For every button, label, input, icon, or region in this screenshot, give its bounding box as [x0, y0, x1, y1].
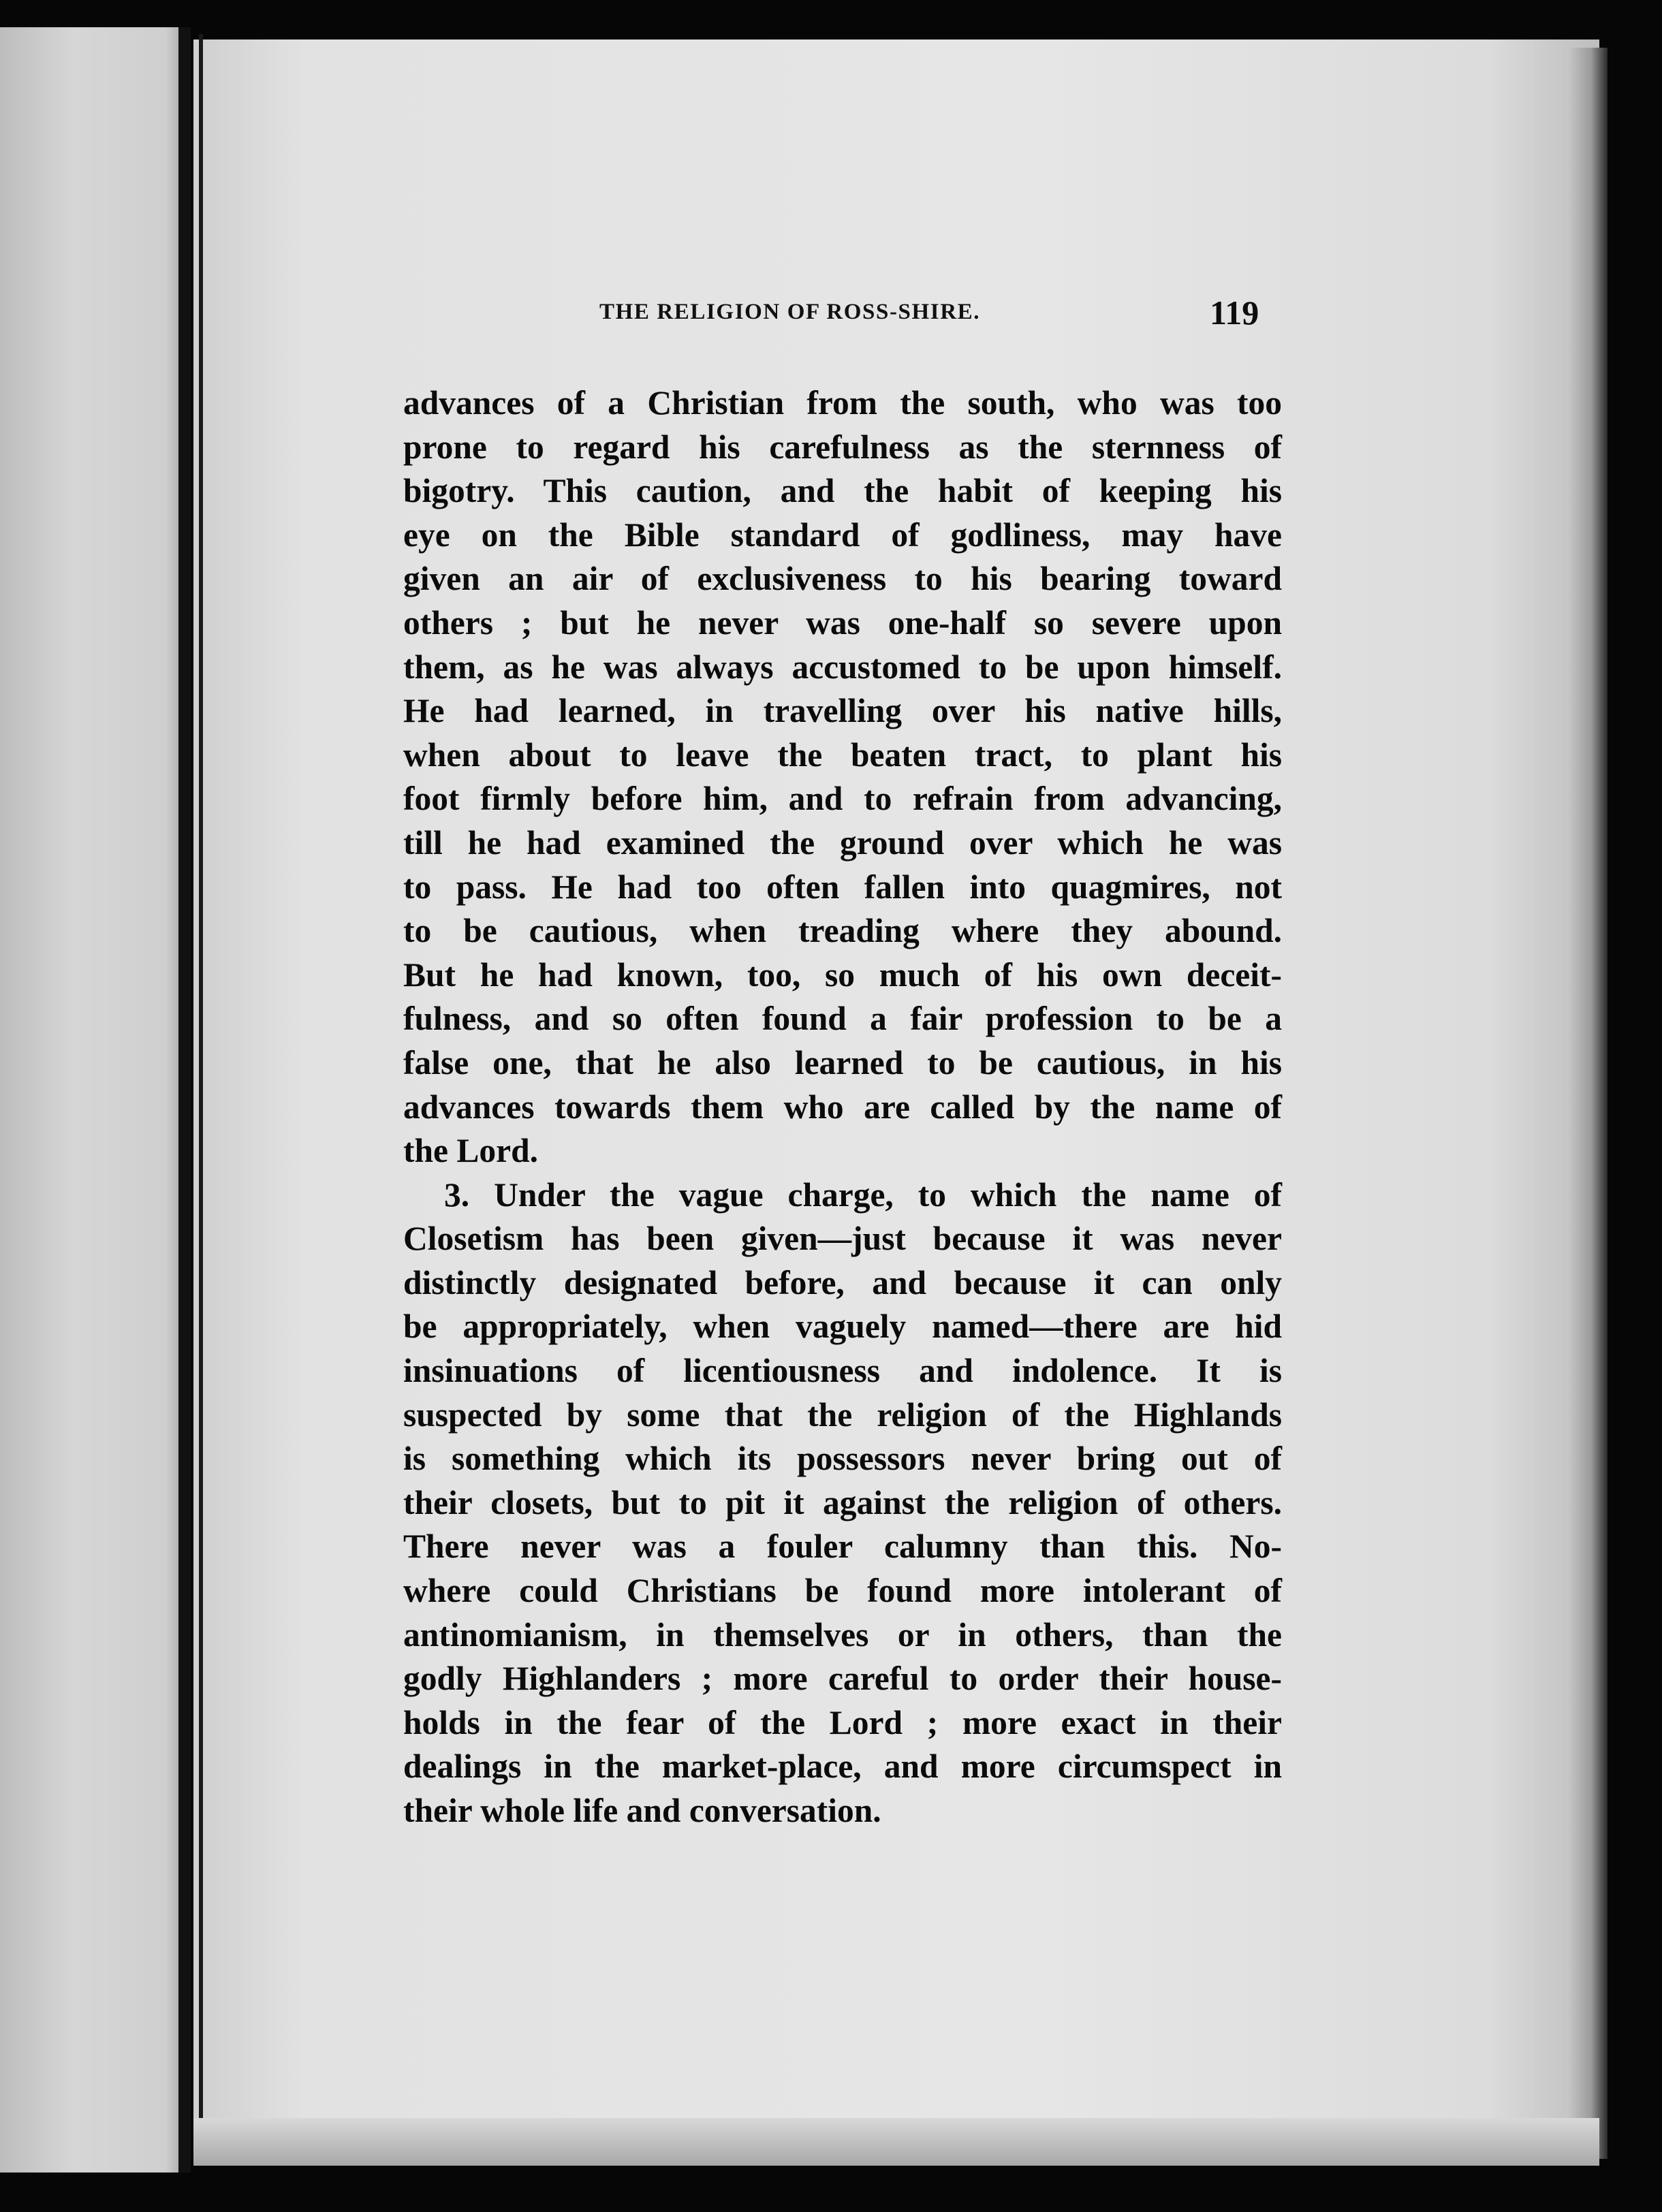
text-line: foot firmly before him, and to refrain from advancing,	[403, 780, 1282, 818]
text-line: eye on the Bible standard of godliness, may have	[403, 516, 1282, 554]
text-line: false one, that he also learned to be cautious, in his	[403, 1043, 1282, 1081]
text-line: prone to regard his carefulness as the sternness of	[403, 428, 1282, 466]
text-line: given an air of exclusiveness to his bearing toward	[403, 560, 1282, 598]
text-line: Closetism has been given—just because it was never	[403, 1220, 1282, 1258]
body-text	[403, 381, 1282, 1833]
text-line: antinomianism, in themselves or in others, than the	[403, 1615, 1282, 1654]
binding-shadow	[178, 27, 191, 2172]
text-line: holds in the fear of the Lord ; more exact in their	[403, 1703, 1282, 1741]
text-line: bigotry. This caution, and the habit of keeping his	[403, 472, 1282, 510]
text-line: them, as he was always accustomed to be upon himself.	[403, 648, 1282, 686]
text-line: be appropriately, when vaguely named—there are hid	[403, 1308, 1282, 1346]
text-line: advances towards them who are called by the name of	[403, 1088, 1282, 1126]
text-line: dealings in the market-place, and more circumspect in	[403, 1748, 1282, 1786]
text-line: But he had known, too, so much of his own deceit-	[403, 955, 1282, 994]
text-line: godly Highlanders ; more careful to order their house-	[403, 1660, 1282, 1698]
text-line: insinuations of licentiousness and indolence. It is	[403, 1352, 1282, 1390]
text-line: distinctly designated before, and because it can only	[403, 1263, 1282, 1301]
text-line: others ; but he never was one-half so severe upon	[403, 603, 1282, 642]
text-line: 3. Under the vague charge, to which the name of	[444, 1175, 1282, 1214]
text-line: suspected by some that the religion of the Highlands	[403, 1395, 1282, 1434]
text-line: their closets, but to pit it against the religion of others.	[403, 1483, 1282, 1521]
text-line: the Lord.	[403, 1132, 538, 1170]
page-number: 119	[1210, 294, 1259, 332]
page-fore-edge	[1567, 48, 1608, 2159]
text-line: There never was a fouler calumny than this. No-	[403, 1528, 1282, 1566]
spine-line	[199, 34, 203, 2166]
text-line: their whole life and conversation.	[403, 1792, 881, 1829]
running-head: THE RELIGION OF ROSS-SHIRE.	[599, 300, 981, 324]
text-line: advances of a Christian from the south, who was too	[403, 384, 1282, 422]
text-line: He had learned, in travelling over his native hills,	[403, 692, 1282, 730]
text-line: where could Christians be found more intolerant of	[403, 1572, 1282, 1610]
text-line: to be cautious, when treading where they abound.	[403, 912, 1282, 950]
text-line: to pass. He had too often fallen into quagmires, not	[403, 868, 1282, 906]
text-line: when about to leave the beaten tract, to plant his	[403, 736, 1282, 774]
text-line: till he had examined the ground over which he was	[403, 823, 1282, 862]
text-line: is something which its possessors never bring out of	[403, 1440, 1282, 1478]
text-line: fulness, and so often found a fair profession to be a	[403, 1000, 1282, 1038]
page-bottom-edge	[193, 2118, 1599, 2166]
previous-page-edge	[0, 27, 184, 2172]
